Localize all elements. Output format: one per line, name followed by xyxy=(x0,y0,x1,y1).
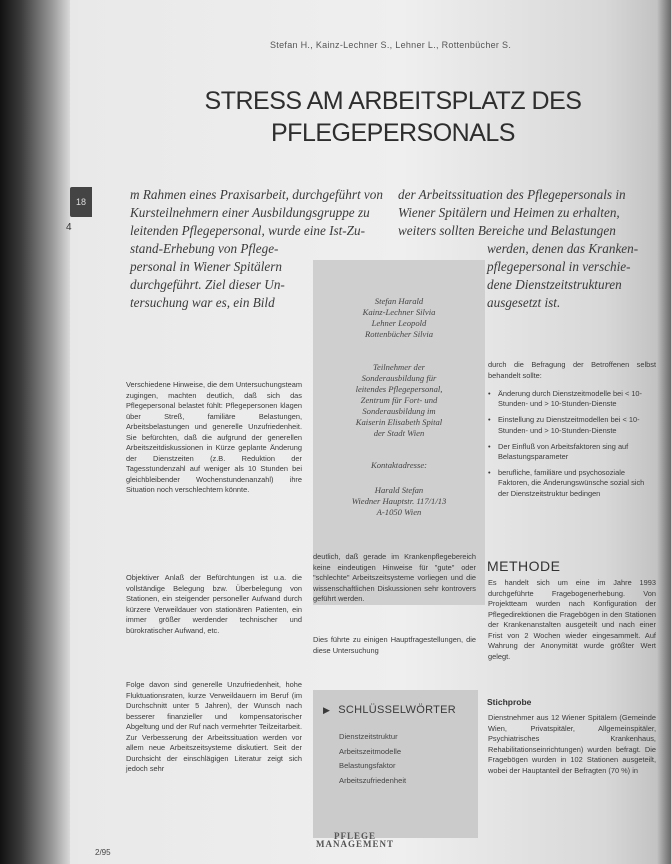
intro-line: durchgeführt. Ziel dieser Un- xyxy=(130,277,285,292)
running-header-authors: Stefan H., Kainz-Lechner S., Lehner L., Rottenbücher S. xyxy=(270,40,512,50)
intro-line: der Arbeitssituation des Pflegepersonals in xyxy=(398,187,626,202)
contact-line: Harald Stefan xyxy=(374,485,424,495)
question-item: • Änderung durch Dienstzeitmodelle bei < 10-Stunden- und > 10-Stunden-Dienste xyxy=(488,389,656,409)
contact-line: Wiedner Hauptstr. 117/1/13 xyxy=(351,496,447,506)
keyword-item: Belastungsfaktor xyxy=(339,761,396,770)
intro-line: Kursteilnehmern einer Ausbildungsgruppe zu xyxy=(130,205,370,220)
intro-line: m Rahmen eines Praxisarbeit, durchgeführt von xyxy=(130,187,383,202)
title-line-1: STRESS AM ARBEITSPLATZ DES xyxy=(204,87,582,115)
journal-logo xyxy=(310,832,400,848)
intro-line: werden, denen das Kranken- xyxy=(487,241,639,256)
question-item: • Der Einfluß von Arbeitsfaktoren sing auf Belastungsparameter xyxy=(488,442,656,462)
affiliation-line: leitendes Pflegepersonal, xyxy=(355,384,443,394)
keyword-item: Dienstzeitstruktur xyxy=(339,732,398,741)
keyword-item: Arbeitszeitmodelle xyxy=(339,746,402,756)
section-heading-stichprobe: Stichprobe xyxy=(487,697,532,707)
author-name: Stefan Harald xyxy=(374,296,424,306)
intro-line: personal in Wiener Spitälern xyxy=(130,259,283,274)
page-number-tab: 18 xyxy=(70,187,92,217)
author-affiliation xyxy=(313,362,485,439)
intro-line: stand-Erhebung von Pflege- xyxy=(130,241,279,256)
question-item: • Einstellung zu Dienstzeitmodellen bei < 10-Stunden- und > 10-Stunden-Dienste xyxy=(488,415,656,435)
page-edge-shadow xyxy=(657,0,671,864)
margin-mark: 4 xyxy=(66,222,72,233)
section-heading-methode: METHODE xyxy=(487,558,561,574)
author-name: Kainz-Lechner Silvia xyxy=(362,307,436,317)
author-name: Lehner Leopold xyxy=(371,318,427,328)
intro-line: dene Dienstzeitstrukturen xyxy=(487,277,622,292)
body-paragraph: deutlich, daß gerade im Krankenpflegebereich keine eindeutigen Hinweise für "gute" oder "schlechte" Arbeitszeitsysteme vorliegen und die wissenschaftlichen Diskussionen sehr kontrovers geführt werden. xyxy=(313,552,476,603)
body-paragraph: Folge davon sind generelle Unzufriedenheit, hohe Fluktuationsraten, kurze Verweildauern im Beruf (im Durchschnitt unter 5 Jahren), der Wunsch nach besserer finanzieller und kompensatorischer Abgeltung und der Ruf nach vermehrter Teilzeitarbeit. Zur Verbesserung der Arbeitssituation werden vor allem neue Arbeitszeitsysteme diskutiert. Seit der Durchsicht der einschlägigen Literatur zeigt sich jedoch sehr xyxy=(126,680,302,773)
intro-line: Wiener Spitälern und Heimen zu erhalten, xyxy=(398,205,620,220)
keywords-list xyxy=(339,730,406,788)
keyword-item: Arbeitszufriedenheit xyxy=(339,775,407,785)
affiliation-line: Sonderausbildung für xyxy=(361,373,437,383)
article-title xyxy=(178,85,608,149)
book-spine-shadow xyxy=(0,0,70,864)
affiliation-line: Teilnehmer der xyxy=(373,362,425,372)
body-paragraph: durch die Befragung der Betroffenen selbst behandelt sollte: xyxy=(488,360,656,380)
contact-heading: Kontaktadresse: xyxy=(370,460,427,470)
intro-line: leitenden Pflegepersonal, wurde eine Ist-Zu- xyxy=(130,223,365,238)
question-list xyxy=(488,389,656,505)
logo-line-2: MANAGEMENT xyxy=(316,839,394,849)
intro-line: ausgesetzt ist. xyxy=(487,295,561,310)
body-paragraph: Objektiver Anlaß der Befürchtungen ist u.a. die vollständige Belegung bzw. Überbelegung von Stationen, ein steigender personeller Aufwand durch kürzere Verweildauer von stationären Patienten, ein immer größer werdender technischer und bürokratischer Aufwand, etc. xyxy=(126,573,302,635)
author-names xyxy=(313,296,485,340)
question-item: • berufliche, familiäre und psychosoziale Faktoren, die Änderungswünsche sozial sich der Dienstzeitstruktur bedingen xyxy=(488,468,656,499)
issue-number: 2/95 xyxy=(95,848,111,857)
keywords-box xyxy=(313,690,478,838)
logo-line-1: PFLEGE xyxy=(333,831,376,841)
contact-block xyxy=(313,460,485,518)
intro-line: pflegepersonal in verschie- xyxy=(487,259,631,274)
intro-line: tersuchung war es, ein Bild xyxy=(130,295,275,310)
keywords-heading xyxy=(323,704,456,716)
intro-line: weiters sollten Bereiche und Belastungen xyxy=(398,223,616,238)
affiliation-line: Sonderausbildung im xyxy=(362,406,436,416)
body-paragraph: Es handelt sich um eine im Jahre 1993 durchgeführte Fragebogenerhebung. Von Projektteam wurden nach Konfiguration der Pflegedirektionen die Fragebögen in den Stationen der Krankenanstalten ausgeteilt und nach einer Frist von 2 Wochen wieder eingesammelt. Auf Wahrung der Anonymität wurde größter Wert gelegt. xyxy=(488,578,656,661)
title-line-2: PFLEGEPERSONALS xyxy=(271,119,515,147)
contact-line: A-1050 Wien xyxy=(376,507,422,517)
author-name: Rottenbücher Silvia xyxy=(364,329,434,339)
affiliation-line: Zentrum für Fort- und xyxy=(360,395,438,405)
keywords-heading-text: SCHLÜSSELWÖRTER xyxy=(338,704,457,716)
body-paragraph: Dies führte zu einigen Hauptfragestellungen, die diese Untersuchung xyxy=(313,635,476,655)
body-paragraph: Verschiedene Hinweise, die dem Untersuchungsteam zugingen, machten deutlich, daß sich das Pflegepersonal belastet fühlt: Pflegepersonen klagen über Streß, familiäre Belastungen, Arbeitsbelastungen und generelle Unzufriedenheit. Sie befürchten, daß die aufgrund der generellen Arbeitszeitdiskussionen in Kürze geplante Änderung der Dienstzeiten (z.B. Reduktion der Tagesstundenzahl auf weniger als 10 Stunden bei gleichbleibender Wochenstundenanzahl) ihre Situation noch verschlechtern könnte. xyxy=(126,380,302,494)
affiliation-line: Kaiserin Elisabeth Spital xyxy=(355,417,443,427)
triangle-bullet-icon: ▶ xyxy=(323,705,331,715)
affiliation-line: der Stadt Wien xyxy=(373,428,425,438)
body-paragraph: Dienstnehmer aus 12 Wiener Spitälern (Gemeinde Wien, Privatspitäler, Allgemeinspitäler, Psychiatrisches Krankenhaus, Rehabilitationseinrichtungen) wurden befragt. Die Fragebögen wurden in 102 Stationen ausgeteilt, wobei der Hauptanteil der Befragten (70 %) in xyxy=(488,713,656,775)
